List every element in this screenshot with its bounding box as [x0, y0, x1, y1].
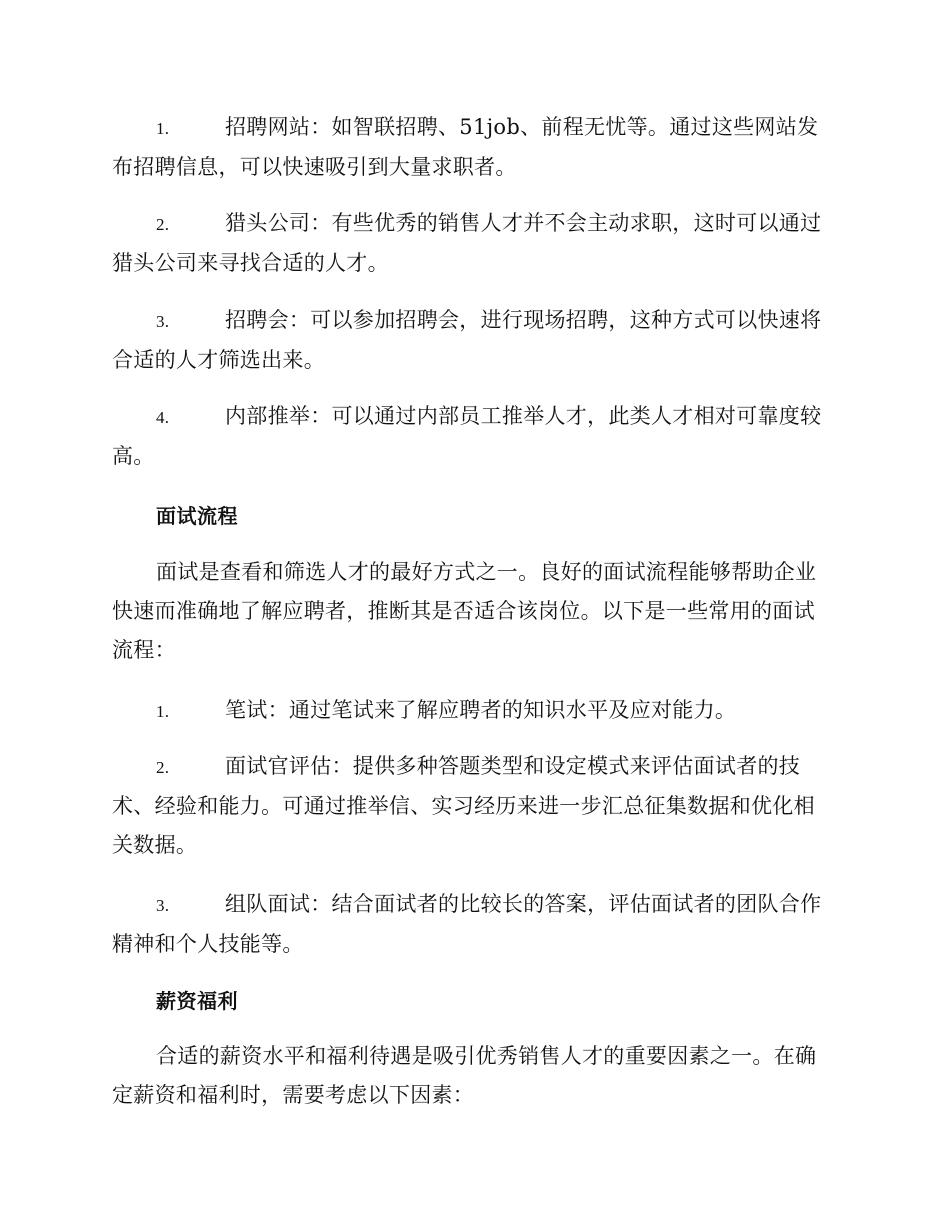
list-item-text: 内部推举：可以通过内部员工推举人才，此类人才相对可靠度较高。: [112, 404, 822, 468]
list-item-text: 猎头公司：有些优秀的销售人才并不会主动求职，这时可以通过猎头公司来寻找合适的人才。: [112, 211, 822, 275]
list-item: [112, 108, 834, 187]
list-item: [112, 691, 834, 731]
section-heading-interview: 面试流程: [156, 504, 238, 528]
list-number: 1.: [156, 702, 170, 721]
list-item: [112, 397, 834, 476]
section-paragraph-interview: 面试是查看和筛选人才的最好方式之一。良好的面试流程能够帮助企业快速而准确地了解应聘者，推断其是否适合该岗位。以下是一些常用的面试流程：: [112, 560, 817, 662]
section-heading-salary: 薪资福利: [156, 989, 238, 1013]
list-item-text: 组队面试：结合面试者的比较长的答案，评估面试者的团队合作精神和个人技能等。: [112, 892, 822, 956]
list-number: 2.: [156, 758, 170, 777]
list-item-text: 面试官评估：提供多种答题类型和设定模式来评估面试者的技术、经验和能力。可通过推举信、实习经历来进一步汇总征集数据和优化相关数据。: [112, 754, 815, 857]
list-number: 3.: [156, 312, 170, 331]
section-paragraph-salary: 合适的薪资水平和福利待遇是吸引优秀销售人才的重要因素之一。在确定薪资和福利时，需要考虑以下因素：: [112, 1044, 817, 1107]
list-item-text: 招聘会：可以参加招聘会，进行现场招聘，这种方式可以快速将合适的人才筛选出来。: [112, 308, 822, 372]
list-number: 1.: [156, 119, 170, 138]
list-number: 4.: [156, 408, 170, 427]
list-item-text: 笔试：通过笔试来了解应聘者的知识水平及应对能力。: [225, 698, 737, 722]
list-number: 2.: [156, 215, 170, 234]
list-item: [112, 204, 834, 283]
list-item: [112, 747, 834, 865]
list-item: [112, 885, 834, 964]
list-number: 3.: [156, 896, 170, 915]
list-item: [112, 301, 834, 380]
list-item-text: 招聘网站：如智联招聘、51job、前程无忧等。通过这些网站发布招聘信息，可以快速吸引到大量求职者。: [112, 115, 819, 179]
